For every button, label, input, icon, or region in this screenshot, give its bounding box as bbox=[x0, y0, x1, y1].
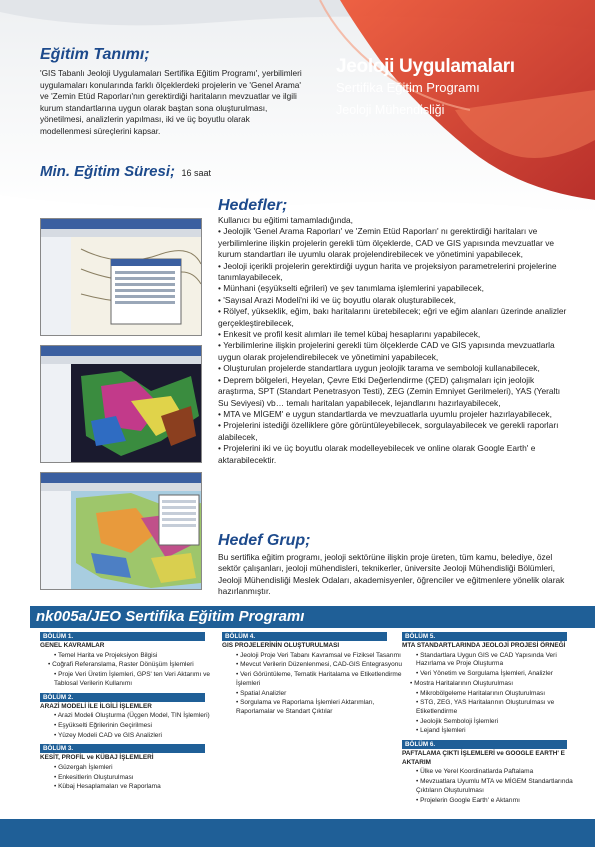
goals-heading: Hedefler; bbox=[218, 197, 288, 214]
goal-item: • MTA ve MİGEM' e uygun standartlarda ve mevzuatlarla uyumlu projeler hazırlayabilecek, bbox=[218, 408, 552, 419]
program-title: Jeoloji Uygulamaları bbox=[336, 56, 515, 77]
goal-item: • Jeoloji içerikli projelerin gerektirdiği uygun harita ve projeksiyon parametrelerini projelerine tanımlayabilecek, bbox=[218, 260, 557, 283]
program-banner-title: nk005a/JEO Sertifika Eğitim Programı bbox=[36, 608, 305, 625]
curriculum-column-2 bbox=[222, 632, 402, 718]
module-item: • Mostra Haritalarının Oluşturulması bbox=[410, 679, 514, 687]
module-items bbox=[402, 652, 582, 736]
module-item: • Projelerin Google Earth' e Aktarımı bbox=[416, 796, 520, 804]
module-items bbox=[222, 652, 402, 717]
module-item: • Veri Yönetim ve Sorgulama İşlemleri, Analizler bbox=[416, 670, 553, 678]
module-label: BÖLÜM 2. bbox=[40, 693, 205, 702]
module-title: MTA STANDARTLARINDA JEOLOJİ PROJESİ ÖRNEĞİ bbox=[402, 642, 566, 649]
module-item: • STG, ZEG, YAS Haritalarının Oluşturulması ve Etiketlendirme bbox=[416, 699, 555, 715]
module-item: • Jeolojik Semboloji İşlemleri bbox=[416, 717, 499, 725]
module-item: • Sorgulama ve Raporlama İşlemleri Aktarımları, Raporlamalar ve Standart Çıktılar bbox=[236, 699, 375, 715]
module-items bbox=[40, 764, 220, 792]
module-item: • Yüzey Modeli CAD ve GIS Analizleri bbox=[54, 731, 163, 739]
goal-item: • Jeolojik 'Genel Arama Raporları' ve 'Zemin Etüd Raporları' nı gerektirdiği haritaları ve yerbilimlerine ilişkin projelerin gerekli tüm ölçeklerde, CAD ve GIS yapısında mevzuatlar ve kurum standartları ile uyumlu olarak projelendirebilecek ve yönetimini yapabilecek, bbox=[218, 226, 555, 260]
software-screenshot-2 bbox=[40, 345, 202, 463]
module-items bbox=[402, 768, 582, 805]
module-title: PAFTALAMA ÇIKTI İŞLEMLERİ ve GOOGLE EARTH' E AKTARIM bbox=[402, 750, 565, 766]
module-title: KESİT, PROFİL ve KÜBAJ İŞLEMLERİ bbox=[40, 754, 154, 762]
curriculum-column-1 bbox=[40, 632, 220, 793]
module-item: • Mevcut Verilerin Düzenlenmesi, CAD-GIS Entegrasyonu bbox=[236, 661, 402, 669]
module-title: GIS PROJELERİNİN OLUŞTURULMASI bbox=[222, 642, 340, 649]
goal-item: • 'Sayısal Arazi Modeli'ni iki ve üç boyutlu olarak oluşturabilecek, bbox=[218, 294, 456, 305]
goal-item: • Yerbilimlerine ilişkin projelerini gerekli tüm ölçeklerde CAD ve GIS yapısında mevzuatlarla uygun olarak projelendirebilecek ve yönetimini yapabilecek, bbox=[218, 340, 555, 362]
duration-value: 16 saat bbox=[181, 168, 211, 178]
module-label: BÖLÜM 4. bbox=[222, 632, 387, 641]
module-item: • Lejand İşlemleri bbox=[416, 727, 466, 735]
goal-item: • Rölyef, yükseklik, eğim, bakı haritalarını üretebilecek; eğri ve eğim alanları üzerinde analizler gerçekleştirebilecek, bbox=[218, 306, 567, 328]
module-title: ARAZİ MODELİ İLE İLGİLİ İŞLEMLER bbox=[40, 702, 152, 710]
module-item: • Coğrafi Referanslama, Raster Dönüşüm İşlemleri bbox=[48, 661, 194, 669]
goal-item: • Münhani (eşyükselti eğrileri) ve şev tanımlama işlemlerini yapabilecek, bbox=[218, 283, 484, 294]
module-label: BÖLÜM 3. bbox=[40, 744, 205, 753]
goal-item: • Projelerini iki ve üç boyutlu olarak modelleyebilecek ve online olarak Google Earth' e aktarabilecektir. bbox=[218, 443, 536, 465]
module-label: BÖLÜM 5. bbox=[402, 632, 567, 641]
module-label: BÖLÜM 6. bbox=[402, 740, 567, 749]
department-label: Jeoloji Mühendisliği bbox=[336, 103, 445, 117]
goal-item: • Deprem bölgeleri, Heyelan, Çevre Etki Değerlendirme (ÇED) çalışmaları için jeolojik araştırma, SPT (Standart Penetrasyon Testi), ZEG (Zemin Emniyet Gerilmeleri), YAS (Yeraltı Su Seviyesi) vb… temalı haritalan yapabilecek, lejandlarını hazırlayabilecek, bbox=[218, 374, 561, 408]
module-item: • Proje Veri Üretim İşlemleri, GPS' ten Veri Aktarımı ve Tablosal Verilerin Kullanımı bbox=[54, 671, 210, 687]
module-items bbox=[40, 712, 220, 740]
duration-line bbox=[40, 163, 211, 181]
definition-text: 'GIS Tabanlı Jeoloji Uygulamaları Sertifika Eğitim Programı', yerbilimleri uygulamaları konularında farklı ölçeklerdeki projelerin ve 'Genel Arama' ve 'Zemin Etüd Raporları'nın gerektirdiği haritaların mevzuatlar ve ilgili kurum standartlarına uygun olarak baştan sona oluşturulması, yönetilmesi, analizlerin yapılması, iki ve üç boyutlu olarak modellenmesi süreçlerini kapsar. bbox=[40, 68, 302, 136]
footer-band bbox=[0, 819, 595, 847]
goal-item: • Projelerini istediği özelliklere göre görüntüleyebilecek, sorgulayabilecek ve gerekli raporları alabilecek, bbox=[218, 420, 559, 442]
target-text: Bu sertifika eğitim programı, jeoloji sektörüne ilişkin proje üreten, tüm kamu, belediye, özel sektör çalışanları, jeoloji mühendisleri, teknikerler, üniversite Jeoloji Mühendisliği Bölümleri, Jeoloji Mühendisliği Meslek Odaları, akademisyenler, öğrenciler ve eğitmenlere yönelik olarak hazırlanmıştır. bbox=[218, 552, 565, 597]
module-item: • Standartlara Uygun GIS ve CAD Yapısında Veri Hazırlama ve Proje Oluşturma bbox=[416, 651, 557, 668]
module-item: • Enkesitlerin Oluşturulması bbox=[54, 773, 134, 781]
module-item: • Arazi Modeli Oluşturma (Üçgen Model, TIN İşlemleri) bbox=[54, 712, 210, 720]
program-subtitle: Sertifika Eğitim Programı bbox=[336, 80, 480, 95]
goals-list bbox=[218, 215, 570, 466]
goals-intro: Kullanıcı bu eğitimi tamamladığında, bbox=[218, 215, 354, 225]
curriculum-column-3 bbox=[402, 632, 582, 806]
module-item: • Güzergah İşlemleri bbox=[54, 764, 113, 772]
module-item: • Mevzuatlara Uyumlu MTA ve MİGEM Standartlarında Çıktıların Oluşturulması bbox=[416, 778, 573, 794]
module-item: • Jeoloji Proje Veri Tabanı Kavramsal ve Fiziksel Tasarımı bbox=[236, 651, 401, 659]
program-banner bbox=[30, 606, 595, 628]
duration-label: Min. Eğitim Süresi; bbox=[40, 163, 176, 180]
goal-item: • Oluşturulan projelerde standartlara uygun jeolojik tarama ve semboloji kullanabilecek, bbox=[218, 363, 540, 374]
module-item: • Temel Harita ve Projeksiyon Bilgisi bbox=[54, 651, 158, 659]
module-item: • Kübaj Hesaplamaları ve Raporlama bbox=[54, 783, 161, 791]
module-item: • Spatial Analizler bbox=[236, 689, 287, 697]
module-item: • Eşyükselti Eğrilerinin Geçirilmesi bbox=[54, 721, 152, 729]
goal-item: • Enkesit ve profil kesit alımları ile temel kübaj hesaplarını yapabilecek, bbox=[218, 329, 481, 340]
module-label: BÖLÜM 1. bbox=[40, 632, 205, 641]
module-items bbox=[40, 652, 220, 689]
software-screenshot-1 bbox=[40, 218, 202, 336]
program-title-block bbox=[330, 52, 565, 130]
definition-heading: Eğitim Tanımı; bbox=[40, 46, 150, 63]
module-title: GENEL KAVRAMLAR bbox=[40, 642, 105, 649]
target-heading: Hedef Grup; bbox=[218, 532, 311, 549]
module-item: • Mikrobölgeleme Haritalarının Oluşturulması bbox=[416, 689, 546, 697]
module-item: • Ülke ve Yerel Koordinatlarda Paftalama bbox=[416, 768, 534, 776]
module-item: • Veri Görüntüleme, Tematik Haritalama ve Etiketlendirme İşlemleri bbox=[236, 671, 402, 687]
software-screenshot-3 bbox=[40, 472, 202, 590]
